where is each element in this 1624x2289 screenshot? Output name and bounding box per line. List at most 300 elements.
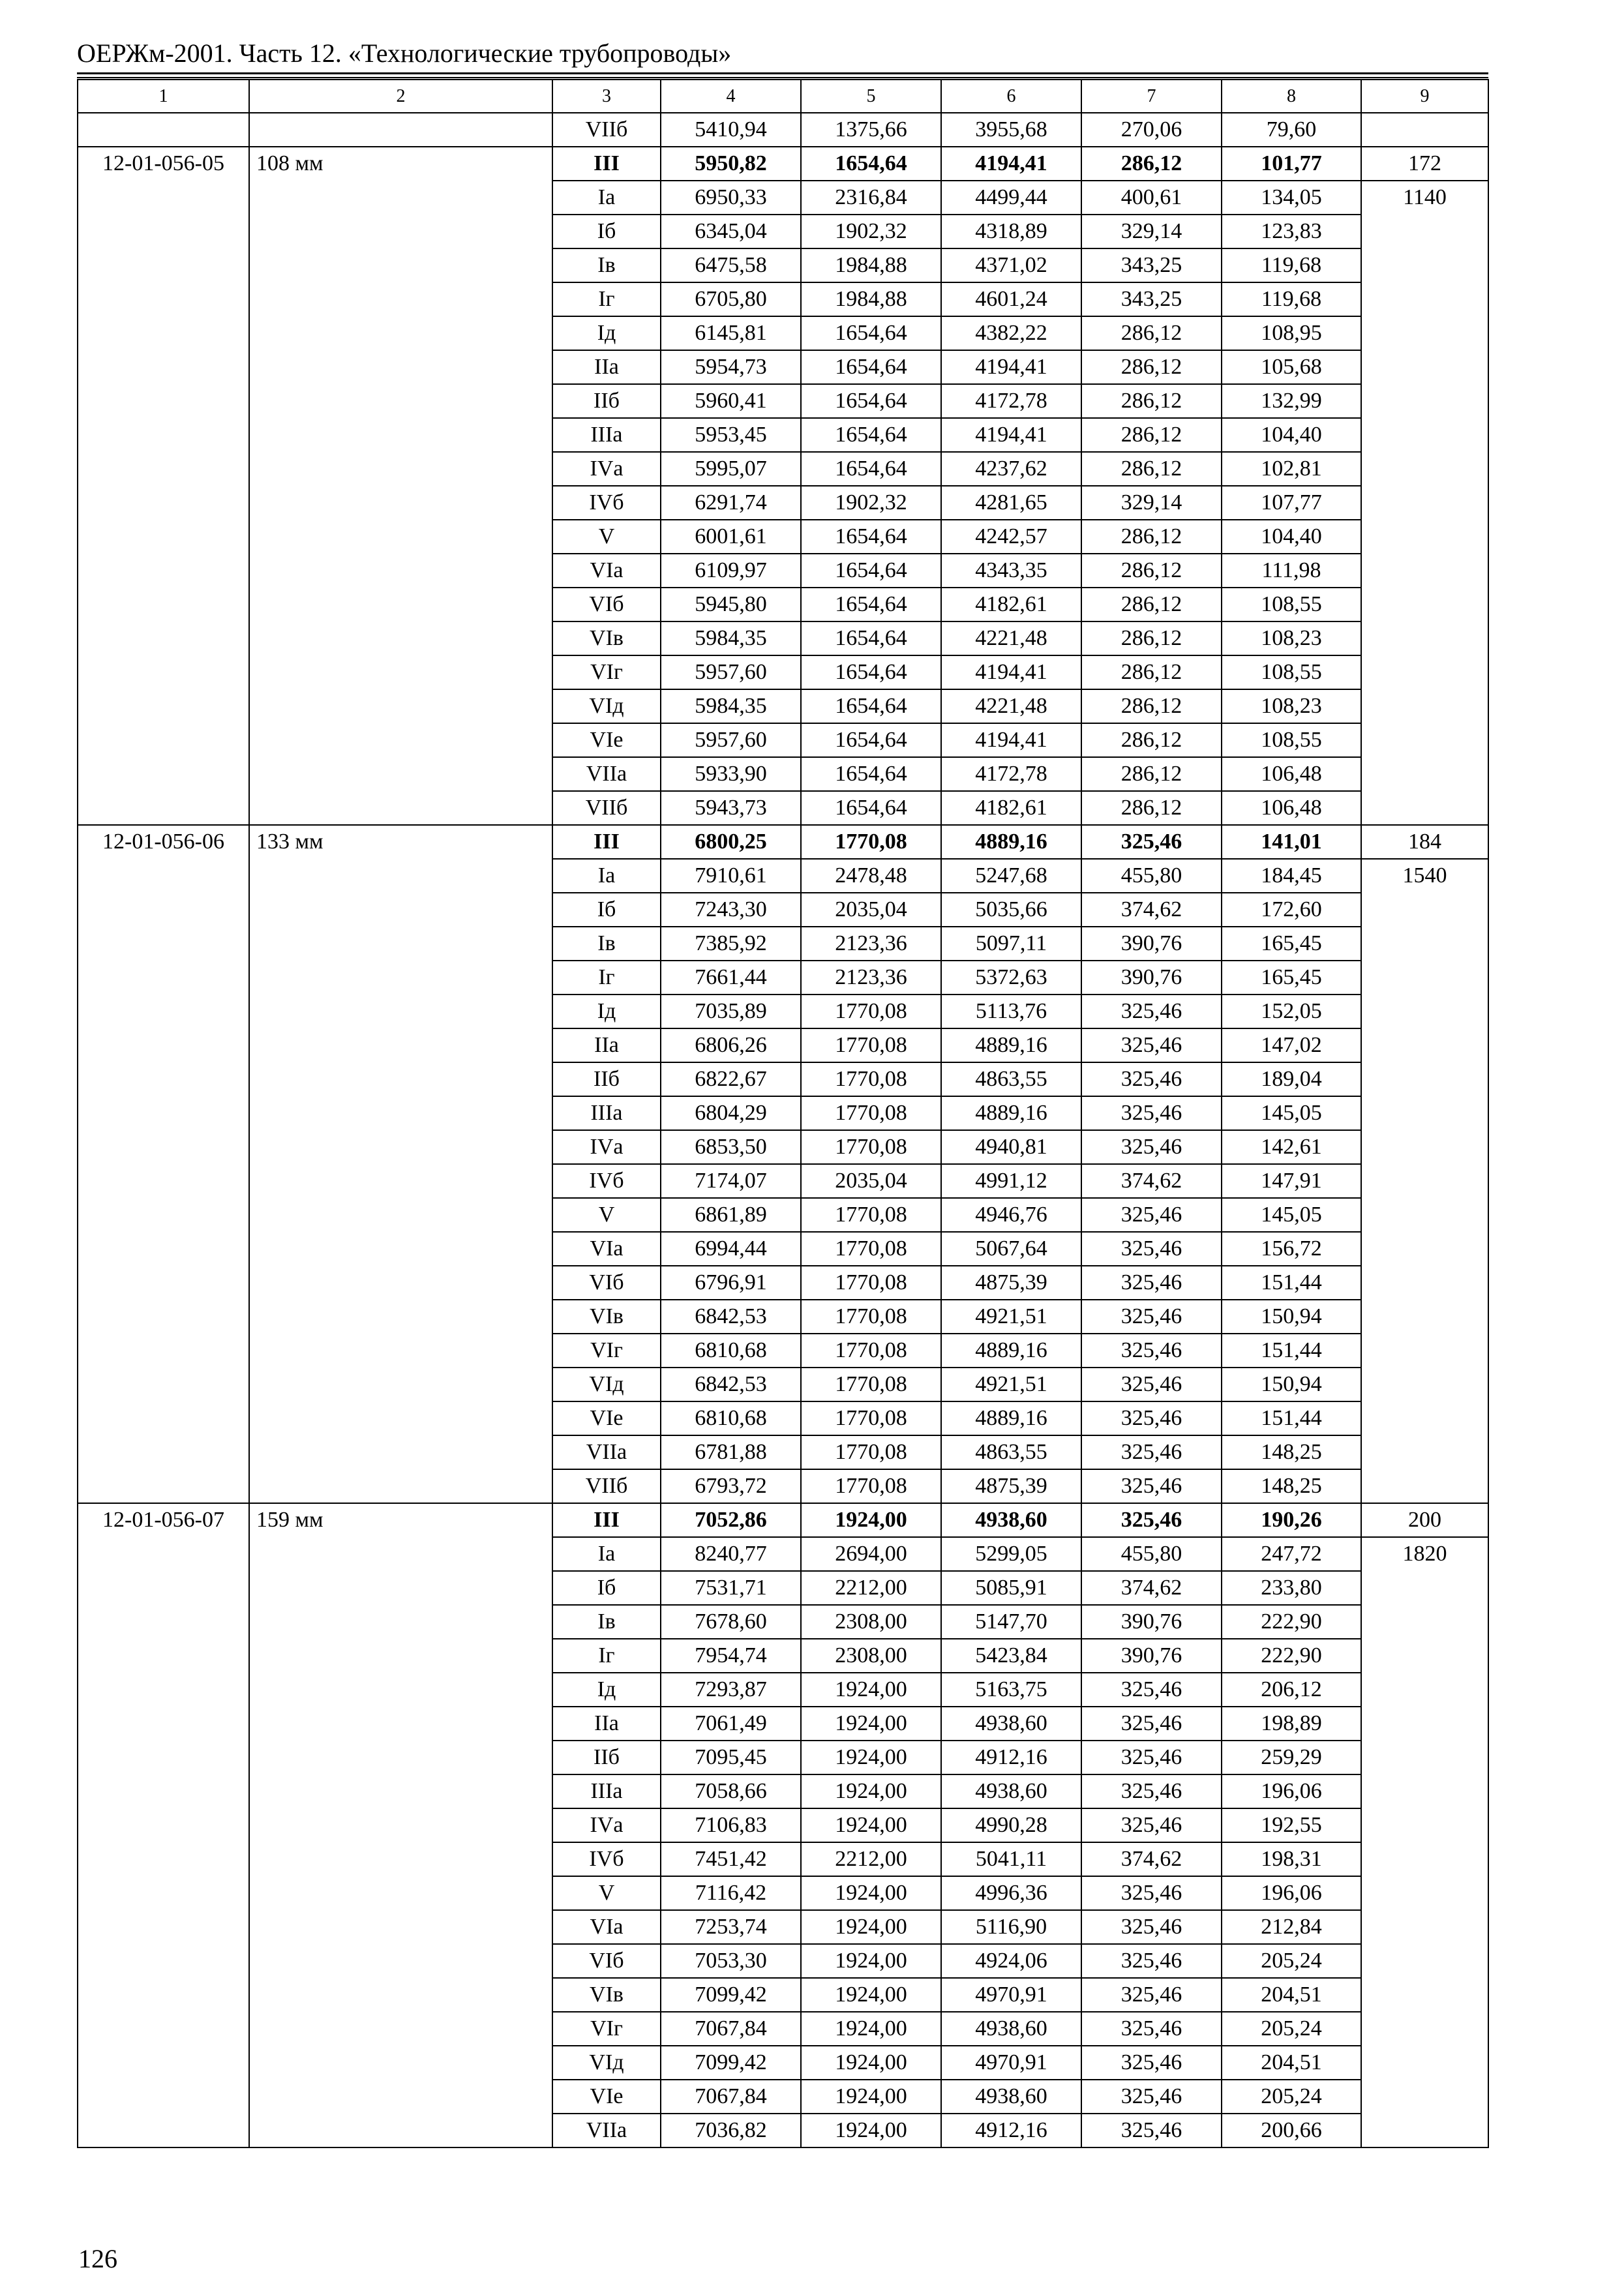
value-cell: 325,46: [1081, 1808, 1222, 1842]
variant-cell: VIIб: [552, 791, 661, 825]
value-cell: 1654,64: [801, 689, 941, 723]
col9-cell: [1361, 113, 1488, 147]
variant-cell: IVа: [552, 1808, 661, 1842]
variant-cell: IIIа: [552, 418, 661, 452]
value-cell: 4970,91: [941, 2046, 1081, 2080]
value-cell: 148,25: [1222, 1469, 1361, 1503]
variant-cell: Iб: [552, 215, 661, 248]
value-cell: 4182,61: [941, 588, 1081, 621]
value-cell: 325,46: [1081, 1266, 1222, 1300]
value-cell: 147,02: [1222, 1028, 1361, 1062]
value-cell: 148,25: [1222, 1435, 1361, 1469]
value-cell: 189,04: [1222, 1062, 1361, 1096]
value-cell: 6705,80: [661, 282, 801, 316]
col9-cell: 1820: [1361, 1537, 1488, 2147]
column-number-row: [78, 80, 1488, 113]
value-cell: 4221,48: [941, 621, 1081, 655]
value-cell: 325,46: [1081, 1062, 1222, 1096]
value-cell: 5954,73: [661, 350, 801, 384]
value-cell: 1924,00: [801, 1978, 941, 2012]
col9-cell: 1540: [1361, 859, 1488, 1503]
value-cell: 325,46: [1081, 1910, 1222, 1944]
value-cell: 6822,67: [661, 1062, 801, 1096]
value-cell: 374,62: [1081, 1164, 1222, 1198]
value-cell: 6810,68: [661, 1334, 801, 1368]
variant-cell: Iг: [552, 961, 661, 995]
value-cell: 7099,42: [661, 2046, 801, 2080]
column-number: 4: [661, 80, 801, 113]
value-cell: 2694,00: [801, 1537, 941, 1571]
group-main-row: [78, 825, 1488, 859]
value-cell: 4991,12: [941, 1164, 1081, 1198]
value-cell: 7678,60: [661, 1605, 801, 1639]
value-cell: 325,46: [1081, 1435, 1222, 1469]
value-cell: 286,12: [1081, 554, 1222, 588]
header-rule: [77, 77, 1488, 78]
value-cell: 6345,04: [661, 215, 801, 248]
value-cell: 2035,04: [801, 1164, 941, 1198]
group-main-row: [78, 147, 1488, 181]
value-cell: 5995,07: [661, 452, 801, 486]
value-cell: 4940,81: [941, 1130, 1081, 1164]
value-cell: 286,12: [1081, 147, 1222, 181]
value-cell: 4889,16: [941, 1334, 1081, 1368]
column-number: 6: [941, 80, 1081, 113]
value-cell: 1770,08: [801, 1096, 941, 1130]
value-cell: 5953,45: [661, 418, 801, 452]
value-cell: 1924,00: [801, 2080, 941, 2114]
column-number: 1: [78, 80, 249, 113]
value-cell: 4924,06: [941, 1944, 1081, 1978]
value-cell: 5984,35: [661, 621, 801, 655]
value-cell: 111,98: [1222, 554, 1361, 588]
value-cell: 329,14: [1081, 486, 1222, 520]
value-cell: 1924,00: [801, 1944, 941, 1978]
value-cell: 4996,36: [941, 1876, 1081, 1910]
value-cell: 4938,60: [941, 2080, 1081, 2114]
value-cell: 6109,97: [661, 554, 801, 588]
value-cell: 6145,81: [661, 316, 801, 350]
value-cell: 286,12: [1081, 316, 1222, 350]
value-cell: 101,77: [1222, 147, 1361, 181]
variant-cell: Iа: [552, 1537, 661, 1571]
variant-cell: VIг: [552, 655, 661, 689]
value-cell: 7061,49: [661, 1707, 801, 1741]
value-cell: 198,31: [1222, 1842, 1361, 1876]
column-number: 7: [1081, 80, 1222, 113]
value-cell: 4889,16: [941, 1401, 1081, 1435]
value-cell: 1902,32: [801, 215, 941, 248]
value-cell: 329,14: [1081, 215, 1222, 248]
value-cell: 150,94: [1222, 1300, 1361, 1334]
variant-cell: VIе: [552, 1401, 661, 1435]
value-cell: 2316,84: [801, 181, 941, 215]
value-cell: 286,12: [1081, 689, 1222, 723]
variant-cell: Iд: [552, 995, 661, 1028]
value-cell: 222,90: [1222, 1639, 1361, 1673]
variant-cell: VIе: [552, 723, 661, 757]
value-cell: 4318,89: [941, 215, 1081, 248]
value-cell: 7058,66: [661, 1774, 801, 1808]
table-cell: 1375,66: [801, 113, 941, 147]
col9-cell: 184: [1361, 825, 1488, 859]
value-cell: 165,45: [1222, 927, 1361, 961]
value-cell: 198,89: [1222, 1707, 1361, 1741]
value-cell: 1654,64: [801, 588, 941, 621]
value-cell: 4194,41: [941, 350, 1081, 384]
value-cell: 343,25: [1081, 282, 1222, 316]
value-cell: 6475,58: [661, 248, 801, 282]
value-cell: 325,46: [1081, 1503, 1222, 1537]
value-cell: 5247,68: [941, 859, 1081, 893]
header-rule: [77, 72, 1488, 74]
variant-cell: VIв: [552, 621, 661, 655]
value-cell: 325,46: [1081, 2012, 1222, 2046]
value-cell: 222,90: [1222, 1605, 1361, 1639]
variant-cell: Iб: [552, 893, 661, 927]
value-cell: 2212,00: [801, 1842, 941, 1876]
value-cell: 5085,91: [941, 1571, 1081, 1605]
value-cell: 190,26: [1222, 1503, 1361, 1537]
value-cell: 1770,08: [801, 1334, 941, 1368]
value-cell: 1770,08: [801, 1028, 941, 1062]
size-cell: 108 мм: [249, 147, 552, 825]
value-cell: 233,80: [1222, 1571, 1361, 1605]
value-cell: 119,68: [1222, 282, 1361, 316]
value-cell: 4863,55: [941, 1435, 1081, 1469]
size-cell: 159 мм: [249, 1503, 552, 2147]
value-cell: 1770,08: [801, 1469, 941, 1503]
value-cell: 5984,35: [661, 689, 801, 723]
value-cell: 4970,91: [941, 1978, 1081, 2012]
value-cell: 204,51: [1222, 2046, 1361, 2080]
value-cell: 7243,30: [661, 893, 801, 927]
value-cell: 343,25: [1081, 248, 1222, 282]
value-cell: 6001,61: [661, 520, 801, 554]
variant-cell: Iд: [552, 316, 661, 350]
value-cell: 2123,36: [801, 927, 941, 961]
variant-cell: VIIб: [552, 1469, 661, 1503]
value-cell: 325,46: [1081, 1028, 1222, 1062]
value-cell: 6800,25: [661, 825, 801, 859]
value-cell: 1770,08: [801, 825, 941, 859]
value-cell: 325,46: [1081, 1198, 1222, 1232]
variant-cell: IVб: [552, 1164, 661, 1198]
value-cell: 374,62: [1081, 1571, 1222, 1605]
variant-cell: VIа: [552, 1232, 661, 1266]
value-cell: 325,46: [1081, 1368, 1222, 1401]
value-cell: 145,05: [1222, 1198, 1361, 1232]
value-cell: 4875,39: [941, 1469, 1081, 1503]
value-cell: 4875,39: [941, 1266, 1081, 1300]
value-cell: 4172,78: [941, 757, 1081, 791]
value-cell: 286,12: [1081, 520, 1222, 554]
value-cell: 5372,63: [941, 961, 1081, 995]
value-cell: 1654,64: [801, 418, 941, 452]
table-cell: 5410,94: [661, 113, 801, 147]
value-cell: 5423,84: [941, 1639, 1081, 1673]
variant-cell: V: [552, 1876, 661, 1910]
value-cell: 6810,68: [661, 1401, 801, 1435]
table-cell: 3955,68: [941, 113, 1081, 147]
value-cell: 4281,65: [941, 486, 1081, 520]
value-cell: 5960,41: [661, 384, 801, 418]
value-cell: 1924,00: [801, 1774, 941, 1808]
variant-cell: VIе: [552, 2080, 661, 2114]
value-cell: 5067,64: [941, 1232, 1081, 1266]
value-cell: 4499,44: [941, 181, 1081, 215]
value-cell: 6842,53: [661, 1300, 801, 1334]
value-cell: 172,60: [1222, 893, 1361, 927]
value-cell: 104,40: [1222, 418, 1361, 452]
value-cell: 6796,91: [661, 1266, 801, 1300]
value-cell: 196,06: [1222, 1876, 1361, 1910]
value-cell: 151,44: [1222, 1334, 1361, 1368]
value-cell: 325,46: [1081, 1300, 1222, 1334]
value-cell: 4990,28: [941, 1808, 1081, 1842]
value-cell: 4194,41: [941, 147, 1081, 181]
value-cell: 5945,80: [661, 588, 801, 621]
value-cell: 325,46: [1081, 1673, 1222, 1707]
value-cell: 286,12: [1081, 791, 1222, 825]
value-cell: 1654,64: [801, 350, 941, 384]
value-cell: 247,72: [1222, 1537, 1361, 1571]
value-cell: 4912,16: [941, 2114, 1081, 2147]
value-cell: 325,46: [1081, 1741, 1222, 1774]
code-cell: 12-01-056-06: [78, 825, 249, 1503]
value-cell: 150,94: [1222, 1368, 1361, 1401]
col9-cell: 200: [1361, 1503, 1488, 1537]
value-cell: 4938,60: [941, 1503, 1081, 1537]
value-cell: 4863,55: [941, 1062, 1081, 1096]
value-cell: 325,46: [1081, 1232, 1222, 1266]
size-cell: [249, 113, 552, 147]
column-number: 3: [552, 80, 661, 113]
value-cell: 4889,16: [941, 1096, 1081, 1130]
variant-cell: IIIа: [552, 1096, 661, 1130]
value-cell: 4371,02: [941, 248, 1081, 282]
variant-cell: III: [552, 147, 661, 181]
code-cell: 12-01-056-05: [78, 147, 249, 825]
variant-cell: Iг: [552, 1639, 661, 1673]
value-cell: 205,24: [1222, 2012, 1361, 2046]
variant-cell: VIд: [552, 689, 661, 723]
value-cell: 1770,08: [801, 1266, 941, 1300]
value-cell: 1924,00: [801, 2046, 941, 2080]
value-cell: 4382,22: [941, 316, 1081, 350]
value-cell: 2478,48: [801, 859, 941, 893]
value-cell: 1770,08: [801, 1300, 941, 1334]
value-cell: 7099,42: [661, 1978, 801, 2012]
variant-cell: VIIа: [552, 2114, 661, 2147]
value-cell: 4182,61: [941, 791, 1081, 825]
value-cell: 1770,08: [801, 1401, 941, 1435]
variant-cell: IVа: [552, 1130, 661, 1164]
value-cell: 196,06: [1222, 1774, 1361, 1808]
column-number: 8: [1222, 80, 1361, 113]
price-table: [77, 79, 1489, 2148]
value-cell: 4194,41: [941, 418, 1081, 452]
value-cell: 1654,64: [801, 655, 941, 689]
value-cell: 1654,64: [801, 621, 941, 655]
value-cell: 151,44: [1222, 1401, 1361, 1435]
variant-cell: Iа: [552, 181, 661, 215]
value-cell: 192,55: [1222, 1808, 1361, 1842]
value-cell: 325,46: [1081, 1469, 1222, 1503]
variant-cell: VIд: [552, 1368, 661, 1401]
value-cell: 5113,76: [941, 995, 1081, 1028]
value-cell: 1654,64: [801, 520, 941, 554]
value-cell: 7451,42: [661, 1842, 801, 1876]
value-cell: 4601,24: [941, 282, 1081, 316]
variant-cell: Iд: [552, 1673, 661, 1707]
continuation-row: [78, 113, 1488, 147]
value-cell: 7116,42: [661, 1876, 801, 1910]
variant-cell: Iг: [552, 282, 661, 316]
value-cell: 6291,74: [661, 486, 801, 520]
value-cell: 152,05: [1222, 995, 1361, 1028]
value-cell: 1770,08: [801, 1062, 941, 1096]
code-cell: [78, 113, 249, 147]
value-cell: 107,77: [1222, 486, 1361, 520]
value-cell: 1654,64: [801, 384, 941, 418]
value-cell: 1924,00: [801, 1741, 941, 1774]
value-cell: 7106,83: [661, 1808, 801, 1842]
value-cell: 325,46: [1081, 1096, 1222, 1130]
value-cell: 4921,51: [941, 1368, 1081, 1401]
value-cell: 147,91: [1222, 1164, 1361, 1198]
value-cell: 106,48: [1222, 791, 1361, 825]
value-cell: 141,01: [1222, 825, 1361, 859]
value-cell: 1984,88: [801, 282, 941, 316]
value-cell: 7293,87: [661, 1673, 801, 1707]
variant-cell: IVб: [552, 1842, 661, 1876]
value-cell: 108,55: [1222, 655, 1361, 689]
value-cell: 1924,00: [801, 1876, 941, 1910]
value-cell: 5097,11: [941, 927, 1081, 961]
value-cell: 5950,82: [661, 147, 801, 181]
table-cell: VIIб: [552, 113, 661, 147]
value-cell: 1924,00: [801, 2012, 941, 2046]
value-cell: 1654,64: [801, 147, 941, 181]
value-cell: 4194,41: [941, 655, 1081, 689]
value-cell: 6804,29: [661, 1096, 801, 1130]
value-cell: 212,84: [1222, 1910, 1361, 1944]
value-cell: 7053,30: [661, 1944, 801, 1978]
value-cell: 390,76: [1081, 1639, 1222, 1673]
value-cell: 286,12: [1081, 452, 1222, 486]
value-cell: 7954,74: [661, 1639, 801, 1673]
value-cell: 108,23: [1222, 621, 1361, 655]
variant-cell: IVа: [552, 452, 661, 486]
value-cell: 1770,08: [801, 1435, 941, 1469]
value-cell: 7253,74: [661, 1910, 801, 1944]
value-cell: 6950,33: [661, 181, 801, 215]
value-cell: 7910,61: [661, 859, 801, 893]
value-cell: 4221,48: [941, 689, 1081, 723]
value-cell: 134,05: [1222, 181, 1361, 215]
value-cell: 1770,08: [801, 995, 941, 1028]
value-cell: 4194,41: [941, 723, 1081, 757]
variant-cell: VIв: [552, 1300, 661, 1334]
value-cell: 165,45: [1222, 961, 1361, 995]
value-cell: 455,80: [1081, 1537, 1222, 1571]
value-cell: 5147,70: [941, 1605, 1081, 1639]
value-cell: 374,62: [1081, 1842, 1222, 1876]
variant-cell: VIа: [552, 1910, 661, 1944]
value-cell: 325,46: [1081, 1401, 1222, 1435]
value-cell: 205,24: [1222, 1944, 1361, 1978]
value-cell: 5943,73: [661, 791, 801, 825]
value-cell: 108,95: [1222, 316, 1361, 350]
value-cell: 2123,36: [801, 961, 941, 995]
variant-cell: Iв: [552, 248, 661, 282]
value-cell: 156,72: [1222, 1232, 1361, 1266]
value-cell: 204,51: [1222, 1978, 1361, 2012]
value-cell: 4938,60: [941, 1707, 1081, 1741]
value-cell: 4889,16: [941, 1028, 1081, 1062]
value-cell: 102,81: [1222, 452, 1361, 486]
table-body: [78, 80, 1488, 2147]
value-cell: 325,46: [1081, 1774, 1222, 1808]
value-cell: 205,24: [1222, 2080, 1361, 2114]
value-cell: 286,12: [1081, 418, 1222, 452]
value-cell: 1770,08: [801, 1232, 941, 1266]
value-cell: 325,46: [1081, 1334, 1222, 1368]
value-cell: 200,66: [1222, 2114, 1361, 2147]
variant-cell: IIб: [552, 1741, 661, 1774]
value-cell: 2308,00: [801, 1639, 941, 1673]
value-cell: 374,62: [1081, 893, 1222, 927]
value-cell: 7067,84: [661, 2080, 801, 2114]
value-cell: 145,05: [1222, 1096, 1361, 1130]
value-cell: 1654,64: [801, 554, 941, 588]
value-cell: 5035,66: [941, 893, 1081, 927]
variant-cell: VIд: [552, 2046, 661, 2080]
variant-cell: V: [552, 520, 661, 554]
value-cell: 5957,60: [661, 655, 801, 689]
value-cell: 4237,62: [941, 452, 1081, 486]
value-cell: 7052,86: [661, 1503, 801, 1537]
value-cell: 7174,07: [661, 1164, 801, 1198]
value-cell: 325,46: [1081, 1978, 1222, 2012]
value-cell: 7385,92: [661, 927, 801, 961]
variant-cell: VIIа: [552, 757, 661, 791]
variant-cell: VIб: [552, 1266, 661, 1300]
value-cell: 6793,72: [661, 1469, 801, 1503]
variant-cell: IVб: [552, 486, 661, 520]
value-cell: 5163,75: [941, 1673, 1081, 1707]
table-cell: 270,06: [1081, 113, 1222, 147]
value-cell: 286,12: [1081, 723, 1222, 757]
value-cell: 1654,64: [801, 316, 941, 350]
variant-cell: IIа: [552, 350, 661, 384]
value-cell: 4938,60: [941, 1774, 1081, 1808]
value-cell: 1924,00: [801, 2114, 941, 2147]
value-cell: 455,80: [1081, 859, 1222, 893]
variant-cell: VIг: [552, 2012, 661, 2046]
value-cell: 325,46: [1081, 2114, 1222, 2147]
variant-cell: Iв: [552, 1605, 661, 1639]
table-cell: 79,60: [1222, 113, 1361, 147]
value-cell: 286,12: [1081, 588, 1222, 621]
value-cell: 1654,64: [801, 723, 941, 757]
variant-cell: Iв: [552, 927, 661, 961]
value-cell: 5116,90: [941, 1910, 1081, 1944]
size-cell: 133 мм: [249, 825, 552, 1503]
value-cell: 4912,16: [941, 1741, 1081, 1774]
variant-cell: III: [552, 1503, 661, 1537]
